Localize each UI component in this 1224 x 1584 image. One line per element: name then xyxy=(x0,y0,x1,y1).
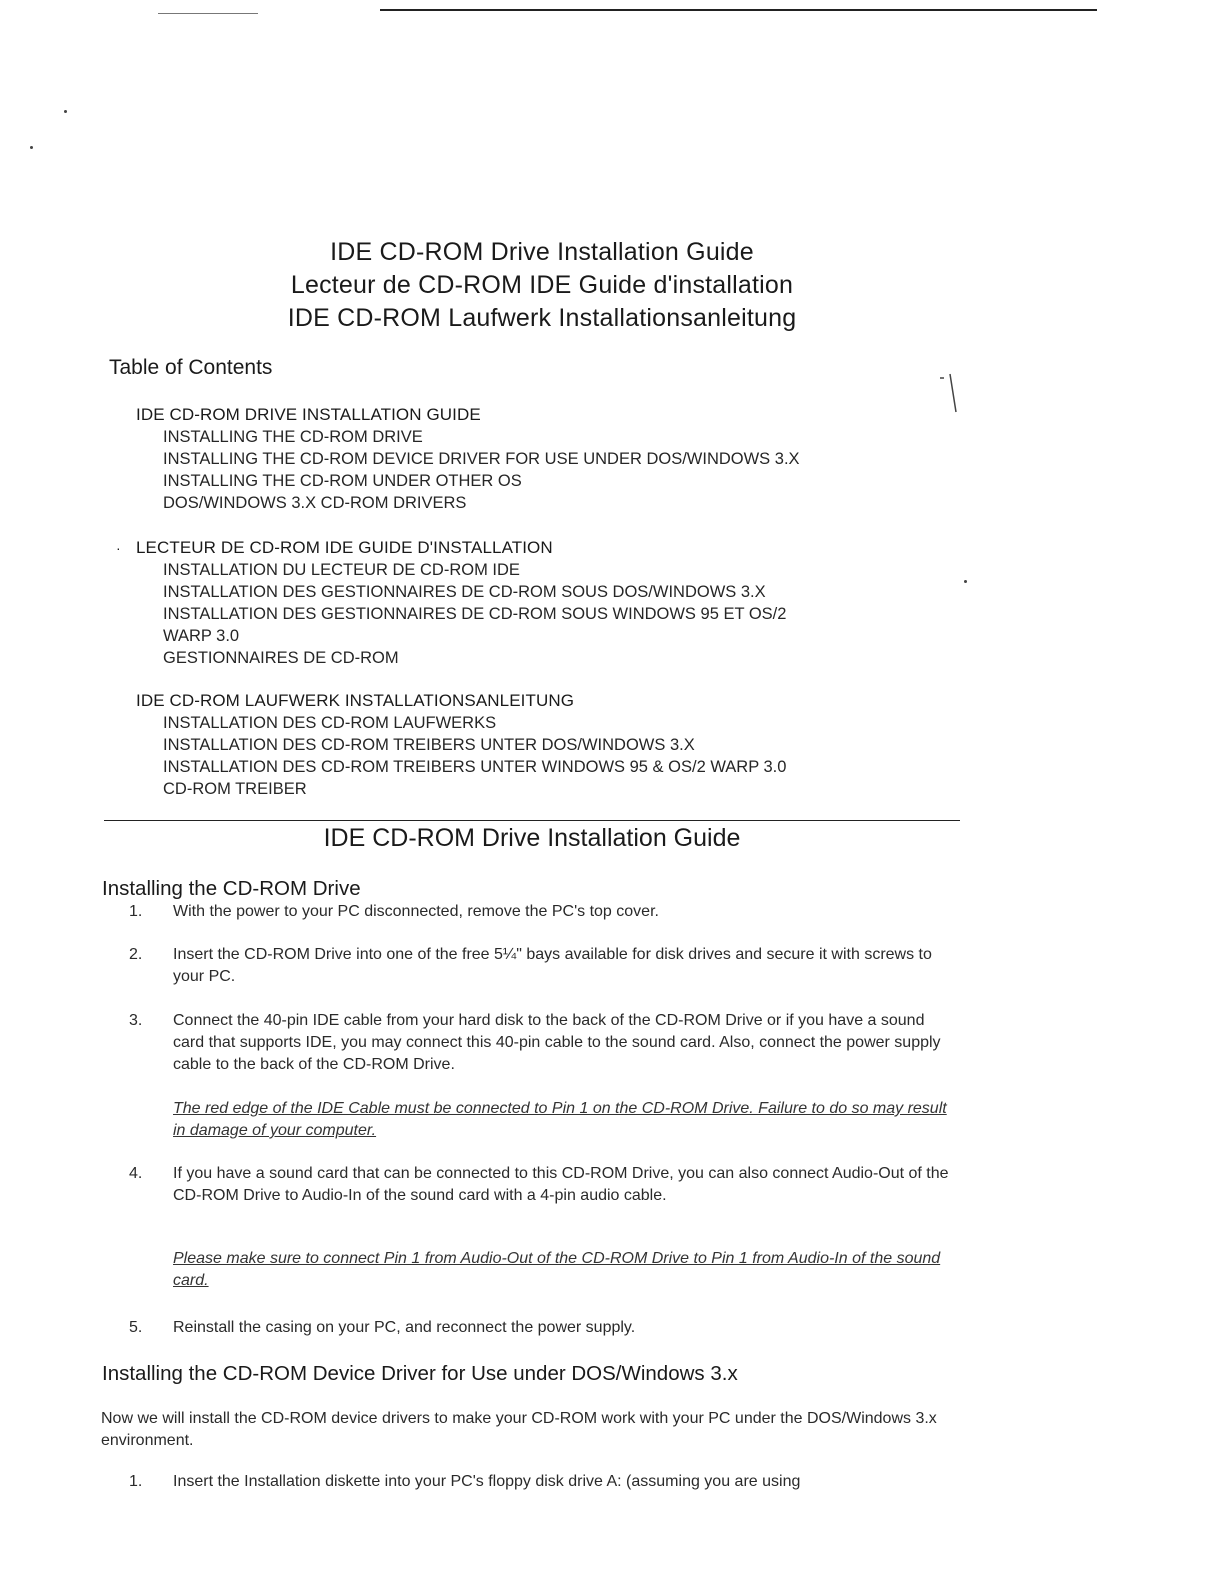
step-number: 5. xyxy=(129,1319,143,1336)
step-item xyxy=(100,1471,960,1493)
drive-steps-list xyxy=(100,1163,960,1207)
step-item xyxy=(100,1010,960,1076)
title-german: IDE CD-ROM Laufwerk Installationsanleitung xyxy=(287,304,797,332)
driver-steps-list xyxy=(100,1471,960,1493)
toc-item: INSTALLATION DES CD-ROM TREIBERS UNTER DOS/WINDOWS 3.X xyxy=(163,736,695,754)
heading-installing-driver: Installing the CD-ROM Device Driver for Use under DOS/Windows 3.x xyxy=(102,1362,738,1385)
toc-item: WARP 3.0 xyxy=(163,627,240,645)
step-item xyxy=(100,944,960,988)
toc-item: INSTALLATION DES GESTIONNAIRES DE CD-ROM SOUS WINDOWS 95 ET OS/2 xyxy=(163,605,787,623)
toc-item: INSTALLING THE CD-ROM UNDER OTHER OS xyxy=(163,472,522,490)
section-title: IDE CD-ROM Drive Installation Guide xyxy=(323,824,741,852)
step-number: 1. xyxy=(129,903,143,920)
step-item xyxy=(100,901,960,923)
driver-intro-paragraph: Now we will install the CD-ROM device drivers to make your CD-ROM work with your PC under the DOS/Windows 3.x environment. xyxy=(101,1410,937,1449)
heading-installing-drive: Installing the CD-ROM Drive xyxy=(102,877,361,900)
toc-item: DOS/WINDOWS 3.X CD-ROM DRIVERS xyxy=(163,494,467,512)
note-block xyxy=(100,1098,960,1142)
step-text: Connect the 40-pin IDE cable from your hard disk to the back of the CD-ROM Drive or if you have a sound card that supports IDE, you may connect this 40-pin cable to the sound card. Also, connect the power supply cable to the back of the CD-ROM Drive. xyxy=(173,1012,941,1073)
toc-item: GESTIONNAIRES DE CD-ROM xyxy=(163,649,399,667)
scan-speck xyxy=(64,110,67,113)
toc-item: INSTALLATION DU LECTEUR DE CD-ROM IDE xyxy=(163,561,520,579)
note-block xyxy=(100,1248,960,1292)
title-french: Lecteur de CD-ROM IDE Guide d'installation xyxy=(290,271,794,299)
toc-item: CD-ROM TREIBER xyxy=(163,780,307,798)
step-number: 4. xyxy=(129,1165,143,1182)
step-text: Insert the Installation diskette into your PC's floppy disk drive A: (assuming you are using xyxy=(173,1473,801,1490)
toc-section-title: IDE CD-ROM DRIVE INSTALLATION GUIDE xyxy=(136,405,481,424)
bullet-dot: · xyxy=(116,540,121,556)
section-divider xyxy=(104,820,960,821)
toc-section-german xyxy=(136,690,996,800)
toc-section-title: LECTEUR DE CD-ROM IDE GUIDE D'INSTALLATION xyxy=(136,538,553,557)
drive-steps-list xyxy=(100,1010,960,1076)
step-text: Reinstall the casing on your PC, and reconnect the power supply. xyxy=(173,1319,636,1336)
toc-item: INSTALLATION DES GESTIONNAIRES DE CD-ROM SOUS DOS/WINDOWS 3.X xyxy=(163,583,766,601)
drive-steps-list xyxy=(100,944,960,988)
step-item xyxy=(100,1317,960,1339)
step-number: 2. xyxy=(129,946,143,963)
toc-item: INSTALLATION DES CD-ROM TREIBERS UNTER WINDOWS 95 & OS/2 WARP 3.0 xyxy=(163,758,787,776)
toc-item: INSTALLATION DES CD-ROM LAUFWERKS xyxy=(163,714,497,732)
drive-steps-list xyxy=(100,901,960,923)
step-item xyxy=(100,1163,960,1207)
step-number: 3. xyxy=(129,1012,143,1029)
cable-warning-note: The red edge of the IDE Cable must be connected to Pin 1 on the CD-ROM Drive. Failure to do so may result in damage of your computer. xyxy=(173,1100,947,1139)
toc-section-title: IDE CD-ROM LAUFWERK INSTALLATIONSANLEITUNG xyxy=(136,691,575,710)
drive-steps-list xyxy=(100,1317,960,1339)
toc-heading: Table of Contents xyxy=(109,356,273,379)
audio-pin-note: Please make sure to connect Pin 1 from Audio-Out of the CD-ROM Drive to Pin 1 from Audio-In of the sound card. xyxy=(173,1250,941,1289)
toc-item: INSTALLING THE CD-ROM DRIVE xyxy=(163,428,423,446)
step-text: Insert the CD-ROM Drive into one of the free 5¼" bays available for disk drives and secure it with screws to your PC. xyxy=(173,946,932,985)
toc-section-french xyxy=(136,537,996,669)
step-text: With the power to your PC disconnected, remove the PC's top cover. xyxy=(173,903,659,920)
document-titles xyxy=(0,236,1084,335)
step-text: If you have a sound card that can be connected to this CD-ROM Drive, you can also connect Audio-Out of the CD-ROM Drive to Audio-In of the sound card with a 4-pin audio cable. xyxy=(173,1165,949,1204)
step-number: 1. xyxy=(129,1473,143,1490)
scan-speck xyxy=(30,146,33,149)
scan-artifact-line xyxy=(158,13,258,14)
toc-section-english xyxy=(136,404,996,514)
toc-item: INSTALLING THE CD-ROM DEVICE DRIVER FOR USE UNDER DOS/WINDOWS 3.X xyxy=(163,450,800,468)
title-english: IDE CD-ROM Drive Installation Guide xyxy=(330,238,754,266)
scan-artifact-line xyxy=(380,9,1097,11)
